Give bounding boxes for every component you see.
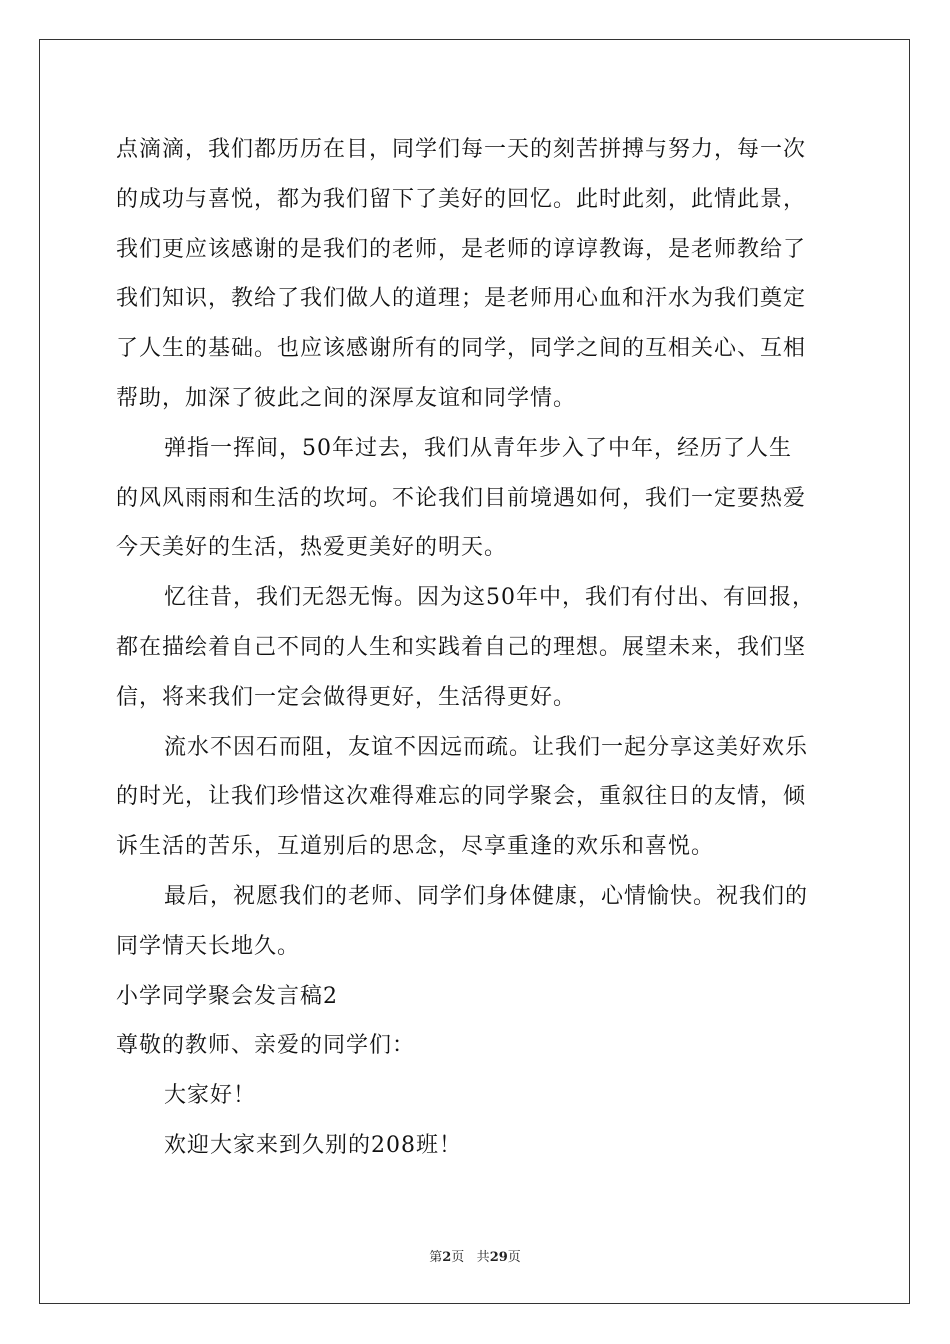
body-line: 我们知识，教给了我们做人的道理；是老师用心血和汗水为我们奠定 [116, 286, 807, 312]
body-line: 诉生活的苦乐，互道别后的思念，尽享重逢的欢乐和喜悦。 [116, 834, 715, 860]
page-prefix: 第 [429, 1250, 443, 1265]
body-line: 信，将来我们一定会做得更好，生活得更好。 [116, 684, 577, 710]
paragraph-start-line: 忆往昔，我们无怨无悔。因为这50年中，我们有付出、有回报， [164, 585, 815, 611]
total-prefix: 共 [476, 1250, 490, 1265]
paragraph-start-line: 流水不因石而阻，友谊不因远而疏。让我们一起分享这美好欢乐 [164, 734, 809, 760]
welcome-line: 欢迎大家来到久别的208班！ [164, 1132, 462, 1158]
total-suffix: 页 [507, 1250, 521, 1265]
page-footer [0, 1246, 950, 1265]
paragraph-start-line: 最后，祝愿我们的老师、同学们身体健康，心情愉快。祝我们的 [164, 883, 809, 909]
salutation: 尊敬的教师、亲爱的同学们： [116, 1033, 416, 1059]
page-suffix: 页 [451, 1250, 465, 1265]
body-line: 的时光，让我们珍惜这次难得难忘的同学聚会，重叙往日的友情，倾 [116, 784, 807, 810]
section-title: 小学同学聚会发言稿2 [116, 983, 338, 1009]
paragraph-start-line: 弹指一挥间，50年过去，我们从青年步入了中年，经历了人生 [164, 435, 792, 461]
body-line: 点滴滴，我们都历历在目，同学们每一天的刻苦拼搏与努力，每一次 [116, 137, 807, 162]
document-body [116, 125, 836, 1171]
page-number: 2 [442, 1250, 452, 1265]
body-line: 了人生的基础。也应该感谢所有的同学，同学之间的互相关心、互相 [116, 336, 807, 362]
greeting: 大家好！ [164, 1083, 257, 1109]
body-line: 帮助，加深了彼此之间的深厚友谊和同学情。 [116, 385, 577, 411]
body-line: 的风风雨雨和生活的坎坷。不论我们目前境遇如何，我们一定要热爱 [116, 485, 807, 511]
body-line: 我们更应该感谢的是我们的老师，是老师的谆谆教诲，是老师教给了 [116, 236, 807, 262]
body-line: 今天美好的生活，热爱更美好的明天。 [116, 535, 508, 561]
body-line: 都在描绘着自己不同的人生和实践着自己的理想。展望未来，我们坚 [116, 634, 807, 660]
body-line: 同学情天长地久。 [116, 933, 301, 959]
body-line: 的成功与喜悦，都为我们留下了美好的回忆。此时此刻，此情此景， [116, 186, 807, 212]
total-pages: 29 [489, 1250, 508, 1265]
